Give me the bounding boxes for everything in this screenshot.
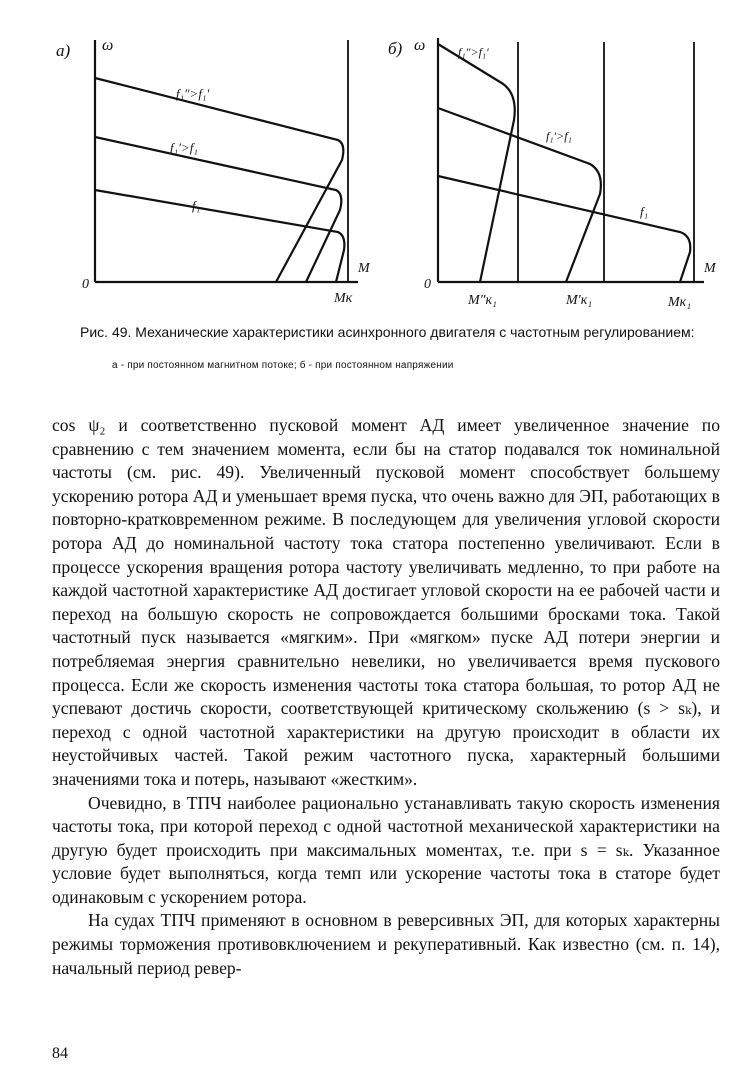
panel-b-x-tick-3: Mк₁: [668, 295, 692, 310]
panel-a-curve-f1-double: [95, 78, 343, 282]
panel-b-origin: 0: [424, 277, 431, 292]
panel-b: [438, 38, 704, 282]
panel-b-label: б): [388, 39, 403, 58]
page-number: 84: [52, 1045, 68, 1062]
panel-a-x-label: M: [358, 261, 370, 276]
paragraph: cos ψ₂ и соответственно пусковой момент АД имеет увеличенное значение по сравнению с тем значением момента, если бы на статор подавался ток номинальной частоты (см. рис. 49). Увеличенный пусковой момент способствует большему ускорению ротора АД и уменьшает время пуска, что очень важно для ЭП, работающих в повторно-кратковременном режиме. В последующем для увеличения угловой скорости ротора АД до номинальной частоту тока статора постепенно увеличивают. Если в процессе ускорения вращения ротора частоту увеличивать медленно, то при работе на каждой частотной характеристике АД достигает угловой скорости на ее рабочей части и переход на большую скорость не сопровождается большими бросками тока. Такой частотный пуск называется «мягким». При «мягком» пуске АД потери энергии и потребляемая энергия сравнительно невелики, но увеличивается время пускового процесса. Если же скорость изменения частоты тока статора большая, то ротор АД не успевают достичь скорости, соответствующей критическому скольжению (s > sₖ), и переход с одной частотной характеристики на другую происходит в области их неустойчивых частей. Такой режим частотного пуска, характерный большими значениями тока и потерь, называют «жестким».: [52, 415, 720, 789]
panel-b-curve-label-3: f₁: [640, 204, 649, 219]
panel-b-curve-f1: [438, 176, 690, 282]
paragraph: Очевидно, в ТПЧ наиболее рационально устанавливать такую скорость изменения частоты тока, при которой переход с одной частотной механической характеристики на другую будет происходить при максимальных моментах, т.е. при s = sₖ. Указанное условие будет выполняться, когда темп или ускорение частоты тока в статоре будет одинаковым с ускорением ротора.: [52, 792, 720, 907]
panel-b-curve-label-1: f₁″>f₁′: [458, 45, 489, 59]
panel-a: [95, 40, 358, 282]
panel-a-curve-label-1: f₁″>f₁′: [176, 86, 210, 101]
panel-b-y-label: ω: [414, 37, 426, 54]
panel-b-curve-f1-double: [438, 44, 515, 282]
panel-b-x-label: M: [704, 261, 716, 276]
panel-a-curve-label-2: f₁′>f₁: [170, 140, 198, 155]
panel-a-label: а): [56, 41, 71, 60]
panel-a-curve-f1-prime: [95, 137, 341, 282]
figure-caption: Рис. 49. Механические характеристики асинхронного двигателя с частотным регулированием:: [80, 324, 695, 340]
panel-a-y-label: ω: [102, 37, 114, 54]
panel-a-curve-label-3: f₁: [192, 198, 201, 213]
body-text: [52, 414, 720, 980]
panel-a-curve-f1: [95, 190, 344, 282]
figure-caption-sub: а - при постоянном магнитном потоке; б - при постоянном напряжении: [112, 360, 454, 371]
panel-a-origin: 0: [82, 277, 89, 292]
panel-b-curve-label-2: f₁′>f₁: [546, 129, 572, 143]
panel-b-x-tick-1: M″к₁: [468, 293, 497, 308]
panel-b-x-tick-2: M′к₁: [566, 293, 593, 308]
panel-a-x-tick: Mк: [334, 291, 353, 306]
paragraph: На судах ТПЧ применяют в основном в реверсивных ЭП, для которых характерны режимы торможения противовключением и рекуперативный. Как известно (см. п. 14), начальный период ревер-: [52, 910, 720, 978]
figure-49: [0, 0, 744, 320]
